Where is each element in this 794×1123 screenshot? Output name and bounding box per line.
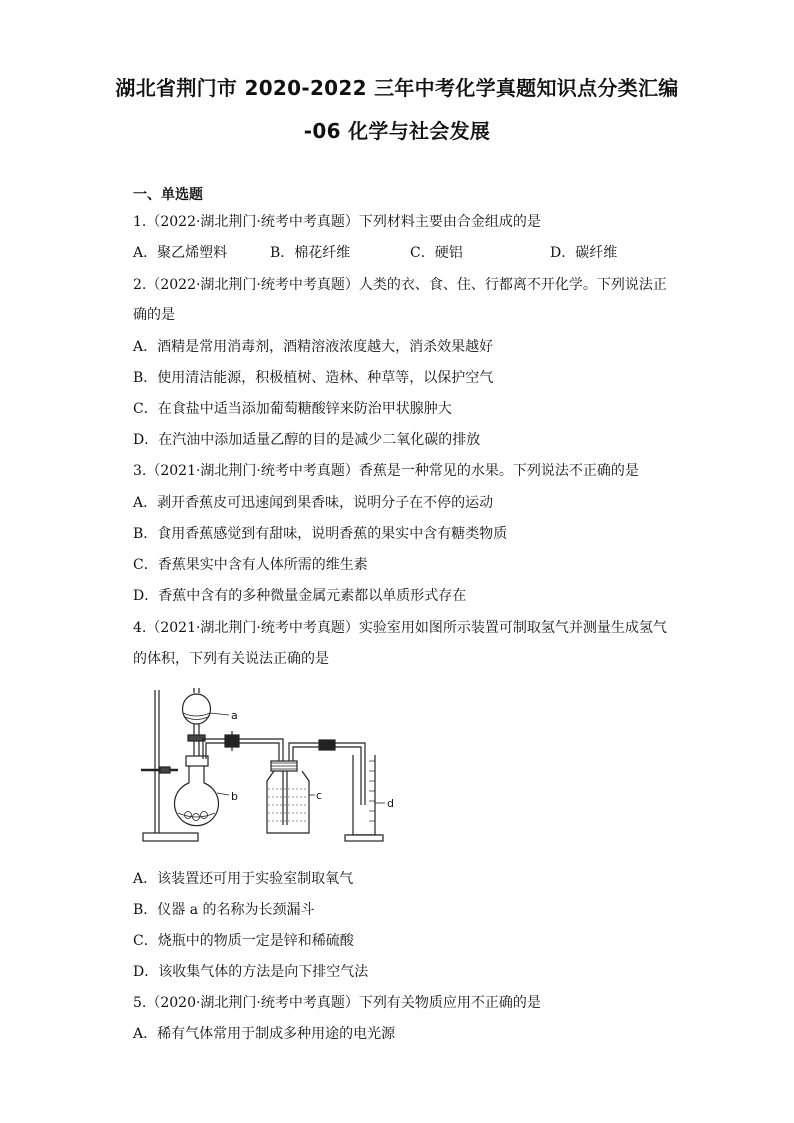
question-4-option-a: A．该装置还可用于实验室制取氧气	[133, 871, 354, 887]
question-3-stem: 3.（2021·湖北荆门·统考中考真题）香蕉是一种常见的水果。下列说法不正确的是	[133, 463, 639, 479]
question-1-stem: 1.（2022·湖北荆门·统考中考真题）下列材料主要由合金组成的是	[133, 214, 541, 230]
figure-label-b: b	[231, 790, 238, 803]
question-2-stem-line1: 2.（2022·湖北荆门·统考中考真题）人类的衣、食、住、行都离不开化学。下列说法正	[133, 277, 667, 293]
question-5-stem: 5.（2020·湖北荆门·统考中考真题）下列有关物质应用不正确的是	[133, 995, 541, 1011]
question-3-option-c: C．香蕉果实中含有人体所需的维生素	[133, 557, 368, 573]
question-4-option-d: D．该收集气体的方法是向下排空气法	[133, 964, 369, 980]
question-5-option-a: A．稀有气体常用于制成多种用途的电光源	[133, 1026, 396, 1042]
gas-bottle	[267, 761, 315, 833]
question-1-option-d: D．碳纤维	[550, 245, 618, 261]
document-title-line2: -06 化学与社会发展	[303, 119, 491, 143]
figure-label-d: d	[387, 797, 394, 810]
question-2-option-c: C．在食盐中适当添加葡萄糖酸锌来防治甲状腺肿大	[133, 401, 452, 417]
question-1-option-c: C．硬铝	[410, 245, 463, 261]
question-4-stem-line2: 的体积，下列有关说法正确的是	[133, 651, 329, 667]
question-3-option-b: B．食用香蕉感觉到有甜味，说明香蕉的果实中含有糖类物质	[133, 526, 508, 542]
question-3-option-a: A．剥开香蕉皮可迅速闻到果香味，说明分子在不停的运动	[133, 495, 494, 511]
question-2-option-a: A．酒精是常用消毒剂，酒精溶液浓度越大，消杀效果越好	[133, 339, 494, 355]
question-1-option-a: A．聚乙烯塑料	[133, 245, 228, 261]
question-4-option-b: B．仪器 a 的名称为长颈漏斗	[133, 902, 315, 918]
question-3-option-d: D．香蕉中含有的多种微量金属元素都以单质形式存在	[133, 588, 467, 604]
question-2-option-b: B．使用清洁能源，积极植树、造林、种草等，以保护空气	[133, 370, 494, 386]
document-title-line1: 湖北省荆门市 2020-2022 三年中考化学真题知识点分类汇编	[115, 76, 679, 100]
figure-label-a: a	[231, 709, 238, 722]
question-2-stem-line2: 确的是	[133, 307, 175, 323]
round-bottom-flask	[175, 756, 230, 826]
question-4-stem-line1: 4.（2021·湖北荆门·统考中考真题）实验室用如图所示装置可制取氢气并测量生成氢气	[133, 620, 667, 636]
figure-label-c: c	[316, 789, 323, 802]
question-2-option-d: D．在汽油中添加适量乙醇的目的是减少二氧化碳的排放	[133, 432, 481, 448]
question-1-option-b: B．棉花纤维	[270, 245, 351, 261]
gas-apparatus-figure	[133, 685, 423, 847]
delivery-tube-1	[201, 731, 283, 781]
section-heading: 一、单选题	[133, 187, 203, 203]
question-4-option-c: C．烧瓶中的物质一定是锌和稀硫酸	[133, 933, 354, 949]
